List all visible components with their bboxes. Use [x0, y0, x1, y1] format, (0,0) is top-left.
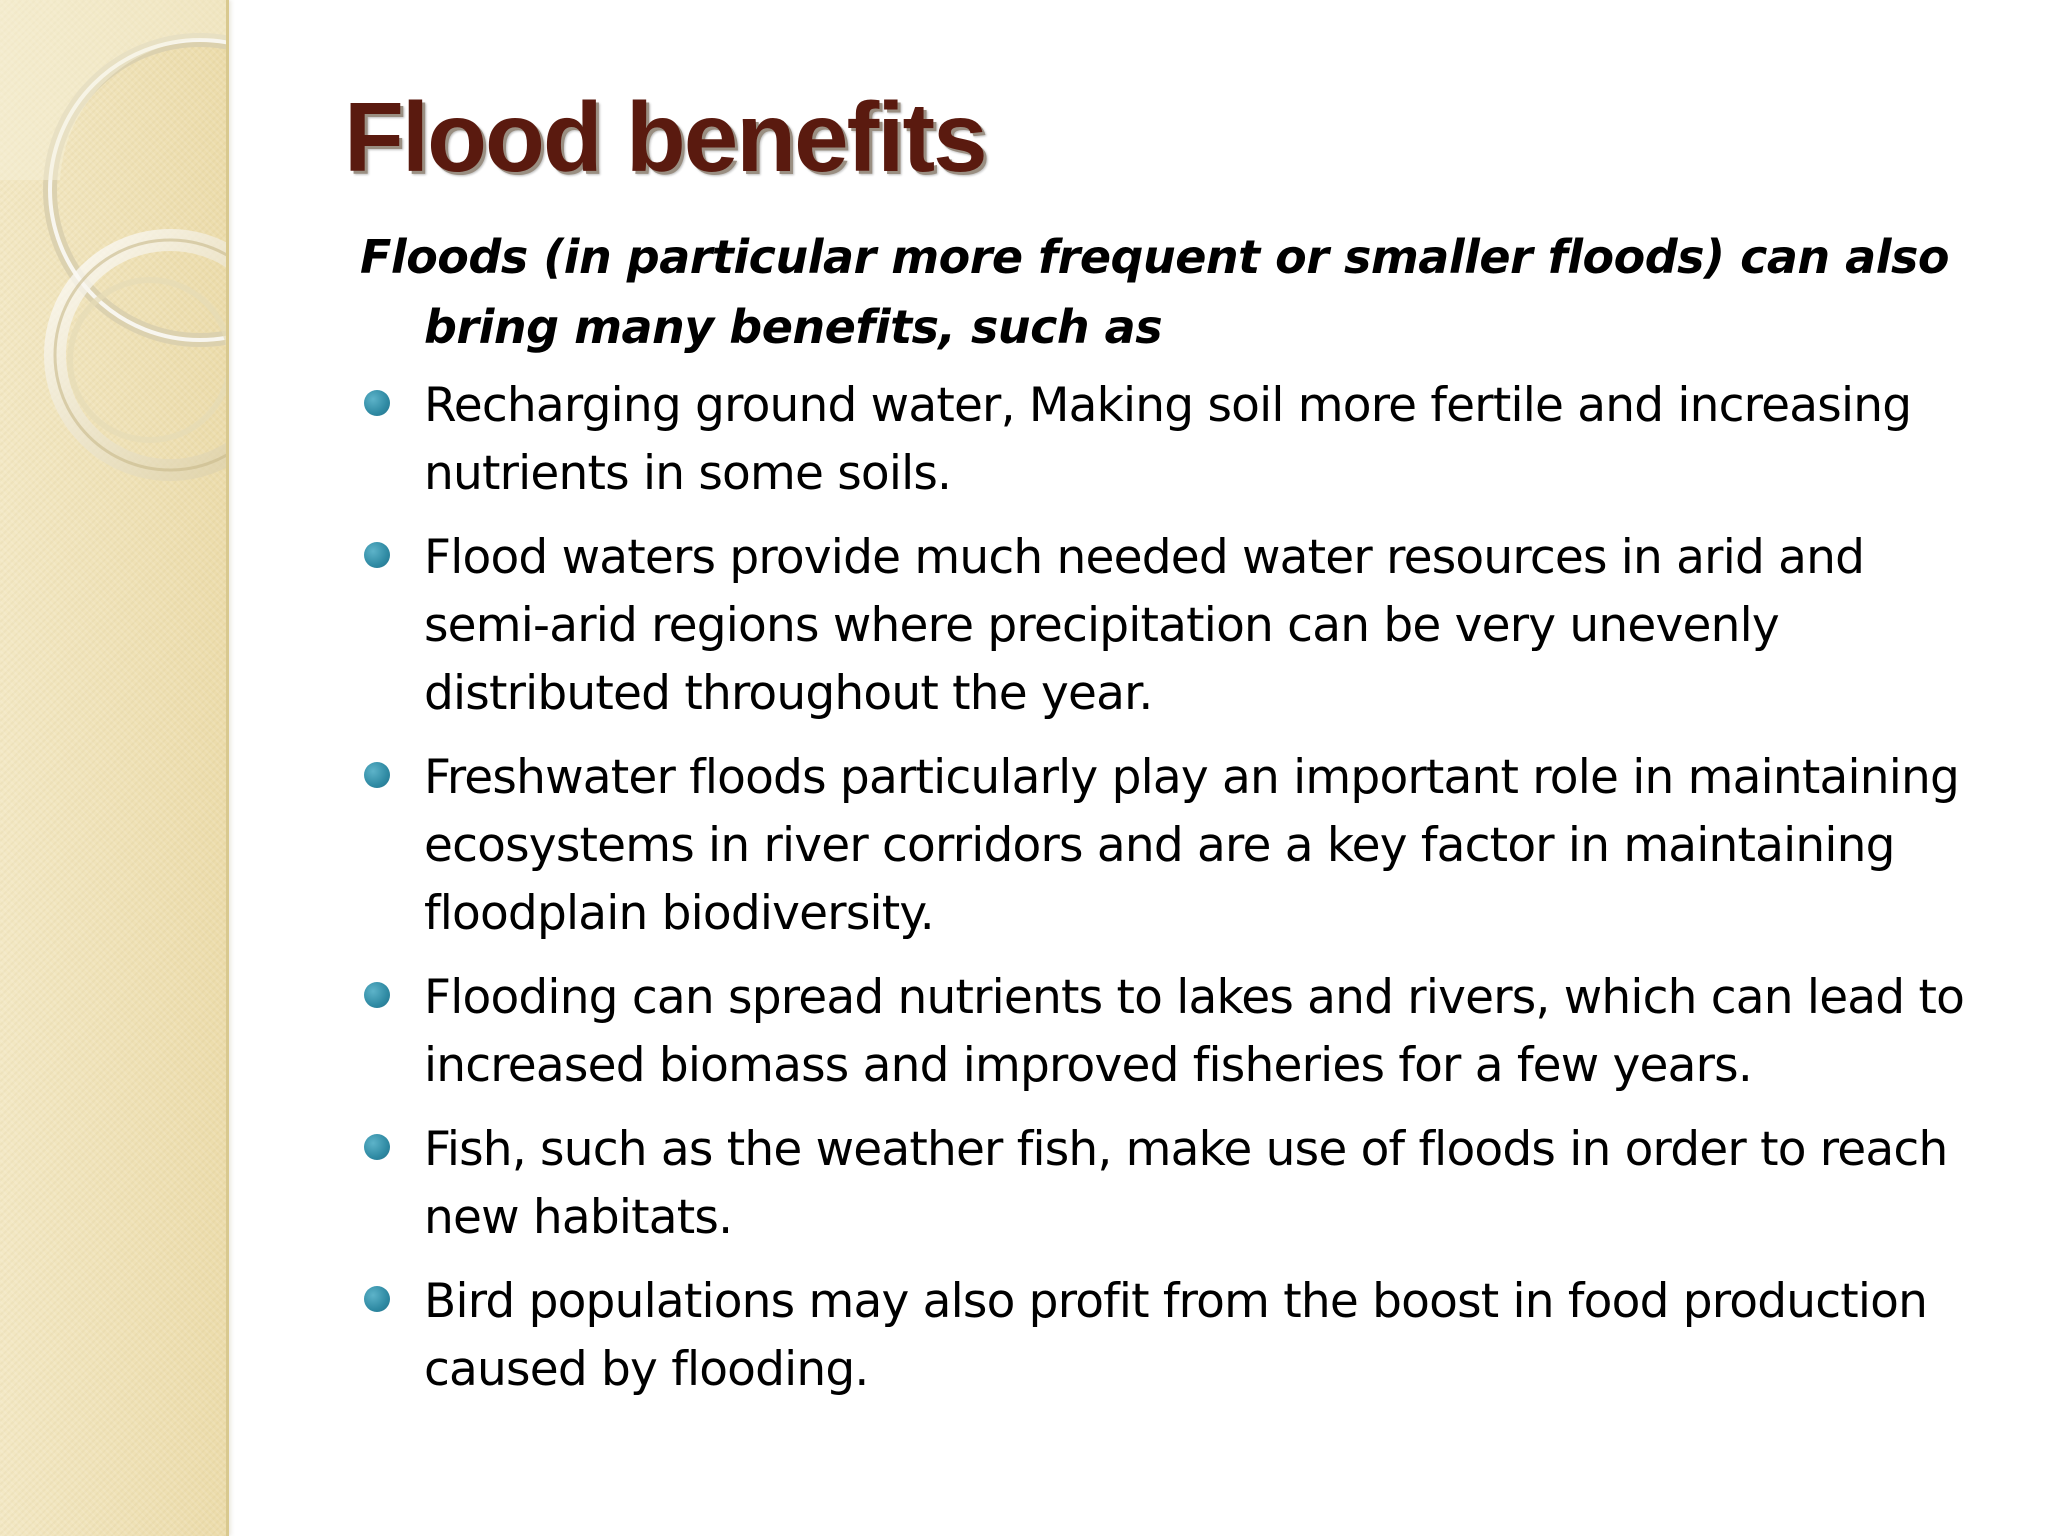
bullet-item	[360, 964, 2000, 1100]
bullet-item	[360, 372, 2000, 508]
bullet-text: Fish, such as the weather fish, make use of floods in order to reach new habitats.	[424, 1122, 1948, 1245]
intro-text: Floods (in particular more frequent or smaller floods) can also bring many benefits, such as	[360, 230, 1949, 354]
bullet-dot-icon	[364, 982, 390, 1008]
bullet-text: Recharging ground water, Making soil more fertile and increasing nutrients in some soils.	[424, 378, 1912, 501]
bullet-item	[360, 744, 2000, 948]
bullet-dot-icon	[364, 1286, 390, 1312]
slide-title: Flood benefits	[344, 82, 986, 192]
bullet-dot-icon	[364, 542, 390, 568]
bullet-text: Flooding can spread nutrients to lakes and rivers, which can lead to increased biomass and improved fisheries for a few years.	[424, 970, 1965, 1093]
bullet-text: Bird populations may also profit from the boost in food production caused by flooding.	[424, 1274, 1928, 1397]
bullet-dot-icon	[364, 762, 390, 788]
bullet-text: Freshwater floods particularly play an important role in maintaining ecosystems in river corridors and are a key factor in maintaining floodplain biodiversity.	[424, 750, 1960, 941]
bullet-list	[360, 372, 2000, 1420]
bullet-dot-icon	[364, 1134, 390, 1160]
bullet-text: Flood waters provide much needed water resources in arid and semi-arid regions where precipitation can be very unevenly distributed throughout the year.	[424, 530, 1865, 721]
bullet-item	[360, 524, 2000, 728]
bullet-dot-icon	[364, 390, 390, 416]
bullet-item	[360, 1268, 2000, 1404]
bullet-item	[360, 1116, 2000, 1252]
